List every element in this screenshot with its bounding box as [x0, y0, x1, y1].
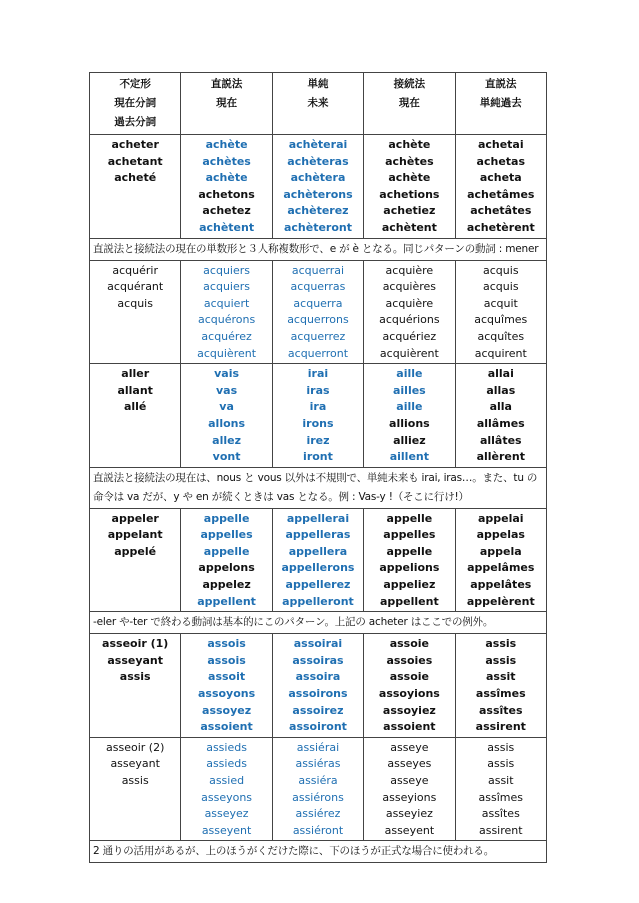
- header-label: 不定形: [119, 78, 151, 90]
- verb-form: achetant: [107, 154, 163, 168]
- indicative-present-forms: [181, 508, 272, 612]
- infinitive-forms: [90, 364, 181, 468]
- conjugated-form: achetez: [202, 204, 251, 218]
- verb-form: asseoir (2): [106, 740, 165, 754]
- header-label: 未来: [307, 97, 329, 109]
- conjugated-form: assieds: [206, 740, 247, 754]
- conjugated-form: achète: [388, 138, 431, 151]
- indicative-present-forms: [181, 737, 272, 841]
- conjugated-form: allâmes: [476, 416, 525, 430]
- simple-future-forms: [272, 737, 363, 841]
- conjugated-form: appelles: [383, 528, 436, 542]
- conjugated-form: alliez: [393, 433, 426, 447]
- conjugated-form: achètes: [385, 154, 434, 168]
- conjugated-form: assit: [486, 670, 516, 684]
- verb-row: [90, 260, 547, 364]
- conjugated-form: appellerez: [285, 578, 351, 592]
- conjugated-form: assoirez: [292, 703, 344, 717]
- header-label: 直説法: [485, 78, 517, 90]
- conjugated-form: appelleras: [285, 528, 351, 542]
- conjugated-form: va: [219, 400, 234, 414]
- conjugated-form: achetons: [198, 187, 255, 201]
- header-label: 現在分詞: [114, 97, 157, 109]
- conjugated-form: appelle: [203, 544, 250, 558]
- subjunctive-present-forms: [364, 737, 455, 841]
- conjugated-form: acquerront: [287, 346, 349, 360]
- conjugated-form: acquîmes: [474, 313, 528, 327]
- conjugated-form: acquérez: [201, 329, 252, 343]
- header-simple-future: [272, 73, 363, 135]
- conjugated-form: acquérions: [379, 313, 440, 327]
- subjunctive-present-forms: [364, 508, 455, 612]
- note-row: [90, 841, 547, 863]
- conjugated-form: assois: [207, 653, 246, 667]
- conjugated-form: achèterai: [288, 138, 348, 151]
- verb-row: [90, 364, 547, 468]
- simple-future-forms: [272, 364, 363, 468]
- header-label: 接続法: [393, 78, 426, 90]
- conjugated-form: alla: [489, 400, 512, 414]
- conjugated-form: achetas: [476, 154, 526, 168]
- conjugated-form: appelâtes: [470, 578, 532, 592]
- conjugated-form: aillent: [389, 450, 430, 464]
- conjugated-form: assoies: [386, 653, 433, 667]
- conjugated-form: vont: [212, 450, 241, 464]
- conjugated-form: achetâmes: [467, 187, 535, 201]
- verb-row: [90, 508, 547, 612]
- simple-past-forms: [455, 364, 546, 468]
- conjugated-form: assiéras: [295, 757, 341, 771]
- conjugated-form: assîtes: [479, 703, 523, 717]
- infinitive-forms: [90, 260, 181, 364]
- conjugated-form: assiérez: [295, 807, 341, 821]
- verb-form: acquis: [117, 296, 153, 310]
- conjugated-form: asseyent: [384, 823, 435, 837]
- verb-form: asseoir (1): [102, 637, 169, 651]
- conjugated-form: appelles: [200, 528, 253, 542]
- conjugated-form: appelez: [202, 578, 251, 592]
- conjugated-form: acquirent: [474, 346, 527, 360]
- conjugated-form: achetâtes: [470, 204, 532, 218]
- verb-form: aller: [121, 367, 150, 381]
- usage-note: 直説法と接続法の現在の単数形と３人称複数形で、e が è となる。同じパターンの動詞 : mener: [90, 238, 547, 260]
- verb-row: [90, 135, 547, 239]
- conjugated-form: acquérons: [197, 313, 256, 327]
- verb-form: asseyant: [107, 653, 164, 667]
- conjugated-form: assis: [485, 653, 517, 667]
- conjugated-form: assoyiez: [382, 703, 436, 717]
- conjugated-form: assoyez: [202, 703, 252, 717]
- conjugated-form: assîmes: [475, 687, 526, 701]
- header-infinitive: [90, 73, 181, 135]
- conjugated-form: vais: [214, 367, 240, 381]
- note-row: [90, 612, 547, 634]
- conjugated-form: assirent: [478, 823, 523, 837]
- conjugated-form: achèterez: [287, 204, 349, 218]
- infinitive-forms: [90, 135, 181, 239]
- conjugated-form: achetions: [379, 187, 440, 201]
- conjugated-form: acquerras: [290, 280, 346, 294]
- conjugated-form: appellerai: [286, 511, 350, 525]
- simple-past-forms: [455, 737, 546, 841]
- header-simple-past: [455, 73, 546, 135]
- usage-note: 直説法と接続法の現在は、nous と vous 以外は不規則で、単純未来も irai, iras…。また、tu の命令は va だが、y や en が続くときは vas となる。例 : Vas-y !（そこに行け!）: [90, 467, 547, 508]
- verb-form: allé: [123, 400, 147, 414]
- note-row: [90, 238, 547, 260]
- conjugated-form: allions: [389, 416, 430, 430]
- conjugated-form: appelleront: [282, 594, 354, 608]
- conjugated-form: allèrent: [476, 450, 525, 464]
- header-label: 単純過去: [479, 97, 522, 109]
- conjugated-form: achèteras: [287, 154, 349, 168]
- conjugated-form: assoyions: [378, 687, 440, 701]
- conjugated-form: appellerons: [281, 561, 355, 575]
- verb-form: acquérir: [112, 263, 158, 277]
- header-subjunctive-present: [364, 73, 455, 135]
- conjugated-form: assiérons: [292, 790, 344, 804]
- conjugated-form: acquit: [483, 296, 518, 310]
- conjugated-form: appelle: [386, 511, 433, 525]
- conjugated-form: assis: [487, 740, 515, 754]
- conjugated-form: appelle: [203, 511, 250, 525]
- conjugated-form: assoie: [389, 637, 430, 651]
- conjugated-form: achetai: [477, 138, 524, 151]
- conjugated-form: assis: [487, 757, 515, 771]
- conjugated-form: irons: [302, 416, 334, 430]
- conjugated-form: acquières: [382, 280, 437, 294]
- verb-form: allant: [117, 383, 153, 397]
- infinitive-forms: [90, 737, 181, 841]
- conjugated-form: assoient: [383, 720, 436, 734]
- conjugated-form: vas: [216, 383, 238, 397]
- conjugated-form: appeliez: [383, 578, 436, 592]
- header-label: 過去分詞: [114, 116, 157, 128]
- conjugated-form: acquiert: [203, 296, 250, 310]
- conjugated-form: assis: [485, 637, 517, 651]
- conjugated-form: acquerrai: [291, 263, 345, 277]
- conjugated-form: iront: [303, 450, 333, 464]
- conjugated-form: acquièrent: [197, 346, 257, 360]
- conjugated-form: achetèrent: [466, 220, 535, 234]
- header-label: 現在: [216, 97, 238, 109]
- verb-form: asseyant: [110, 757, 160, 771]
- indicative-present-forms: [181, 260, 272, 364]
- subjunctive-present-forms: [364, 634, 455, 738]
- conjugated-form: assoit: [208, 670, 246, 684]
- conjugated-form: acquerrons: [287, 313, 349, 327]
- conjugated-form: allez: [212, 433, 241, 447]
- conjugated-form: aille: [396, 367, 423, 381]
- conjugated-form: irez: [306, 433, 330, 447]
- subjunctive-present-forms: [364, 260, 455, 364]
- verb-form: acheté: [114, 171, 157, 185]
- conjugated-form: asseyions: [382, 790, 437, 804]
- conjugated-form: acquiers: [203, 263, 250, 277]
- verb-row: [90, 737, 547, 841]
- indicative-present-forms: [181, 634, 272, 738]
- conjugated-form: acquièrent: [379, 346, 439, 360]
- header-label: 単純: [307, 78, 329, 90]
- verb-form: appelant: [107, 528, 163, 542]
- conjugated-form: allons: [208, 416, 246, 430]
- conjugated-form: achètent: [199, 220, 255, 234]
- simple-future-forms: [272, 260, 363, 364]
- conjugated-form: achètera: [290, 171, 346, 185]
- verb-form: appelé: [114, 544, 157, 558]
- conjugated-form: achète: [205, 171, 248, 185]
- conjugated-form: assieds: [206, 757, 247, 771]
- conjugated-form: acquerra: [293, 296, 343, 310]
- conjugated-form: assoie: [389, 670, 430, 684]
- conjugated-form: ailles: [392, 383, 426, 397]
- conjugated-form: assoirai: [293, 637, 343, 651]
- conjugated-form: assirent: [475, 720, 526, 734]
- conjugated-form: achète: [388, 171, 431, 185]
- header-label: 現在: [398, 97, 420, 109]
- conjugated-form: irai: [307, 367, 329, 381]
- conjugated-form: asseyons: [201, 790, 253, 804]
- conjugated-form: asseyes: [387, 757, 432, 771]
- conjugated-form: achèteront: [283, 220, 352, 234]
- conjugated-form: aille: [396, 400, 423, 414]
- conjugated-form: assied: [209, 774, 245, 787]
- usage-note: -eler や-ter で終わる動詞は基本的にこのパターン。上記の acheter はここでの例外。: [90, 612, 547, 634]
- conjugated-form: assiéra: [298, 774, 338, 787]
- conjugated-form: allas: [486, 383, 516, 397]
- simple-future-forms: [272, 634, 363, 738]
- conjugated-form: appela: [479, 544, 522, 558]
- conjugated-form: allai: [487, 367, 514, 381]
- conjugated-form: asseyez: [204, 807, 249, 821]
- conjugated-form: asseyiez: [385, 807, 433, 821]
- conjugated-form: acquerrez: [290, 329, 346, 343]
- conjugated-form: assoyons: [197, 687, 256, 701]
- conjugated-form: assîtes: [481, 807, 520, 821]
- conjugated-form: assoira: [295, 670, 341, 684]
- conjugated-form: achètent: [381, 220, 437, 234]
- conjugated-form: appelai: [477, 511, 524, 525]
- conjugated-form: assoient: [200, 720, 253, 734]
- simple-future-forms: [272, 135, 363, 239]
- conjugated-form: acquis: [483, 263, 519, 277]
- verb-form: appeler: [111, 511, 159, 525]
- conjugated-form: assoiras: [292, 653, 344, 667]
- conjugated-form: asseye: [390, 740, 429, 754]
- conjugated-form: appelle: [386, 544, 433, 558]
- verb-form: assis: [119, 670, 151, 684]
- conjugated-form: assiéront: [292, 823, 344, 837]
- conjugated-form: appelèrent: [466, 594, 535, 608]
- header-label: 直説法: [210, 78, 243, 90]
- indicative-present-forms: [181, 364, 272, 468]
- conjugated-form: appelions: [379, 561, 440, 575]
- header-row: [90, 73, 547, 135]
- conjugated-form: appelas: [476, 528, 525, 542]
- conjugated-form: assoiront: [289, 720, 347, 734]
- conjugated-form: assiérai: [296, 740, 340, 754]
- conjugated-form: achète: [205, 138, 248, 151]
- conjugation-table: [89, 72, 547, 863]
- conjugated-form: assoirons: [288, 687, 348, 701]
- conjugated-form: asseyent: [201, 823, 252, 837]
- conjugated-form: acquière: [385, 296, 434, 310]
- conjugated-form: appellera: [288, 544, 348, 558]
- header-indicative-present: [181, 73, 272, 135]
- conjugated-form: appelâmes: [467, 561, 535, 575]
- conjugated-form: acheta: [479, 171, 522, 185]
- conjugated-form: acquis: [483, 280, 519, 294]
- conjugated-form: assîmes: [478, 790, 524, 804]
- verb-form: assis: [121, 774, 149, 787]
- simple-past-forms: [455, 508, 546, 612]
- conjugated-form: ira: [309, 400, 327, 414]
- subjunctive-present-forms: [364, 364, 455, 468]
- conjugated-form: appellent: [380, 594, 439, 608]
- simple-past-forms: [455, 135, 546, 239]
- simple-past-forms: [455, 634, 546, 738]
- conjugated-form: assit: [487, 774, 514, 787]
- conjugated-form: assois: [207, 637, 246, 651]
- conjugated-form: acquière: [385, 263, 434, 277]
- conjugated-form: acquîtes: [477, 329, 525, 343]
- conjugated-form: achetiez: [383, 204, 436, 218]
- note-row: [90, 467, 547, 508]
- infinitive-forms: [90, 634, 181, 738]
- conjugated-form: acquiers: [203, 280, 250, 294]
- infinitive-forms: [90, 508, 181, 612]
- conjugated-form: achètes: [202, 154, 251, 168]
- verb-row: [90, 634, 547, 738]
- simple-past-forms: [455, 260, 546, 364]
- conjugated-form: asseye: [390, 774, 429, 787]
- subjunctive-present-forms: [364, 135, 455, 239]
- conjugated-form: appellent: [197, 594, 256, 608]
- conjugated-form: achèterons: [283, 187, 353, 201]
- simple-future-forms: [272, 508, 363, 612]
- conjugated-form: iras: [306, 383, 330, 397]
- verb-form: acquérant: [107, 280, 164, 294]
- usage-note: 2 通りの活用があるが、上のほうがくだけた際に、下のほうが正式な場合に使われる。: [90, 841, 547, 863]
- conjugated-form: allâtes: [479, 433, 522, 447]
- indicative-present-forms: [181, 135, 272, 239]
- verb-form: acheter: [111, 138, 159, 151]
- conjugated-form: appelons: [198, 561, 255, 575]
- conjugated-form: acquériez: [382, 329, 437, 343]
